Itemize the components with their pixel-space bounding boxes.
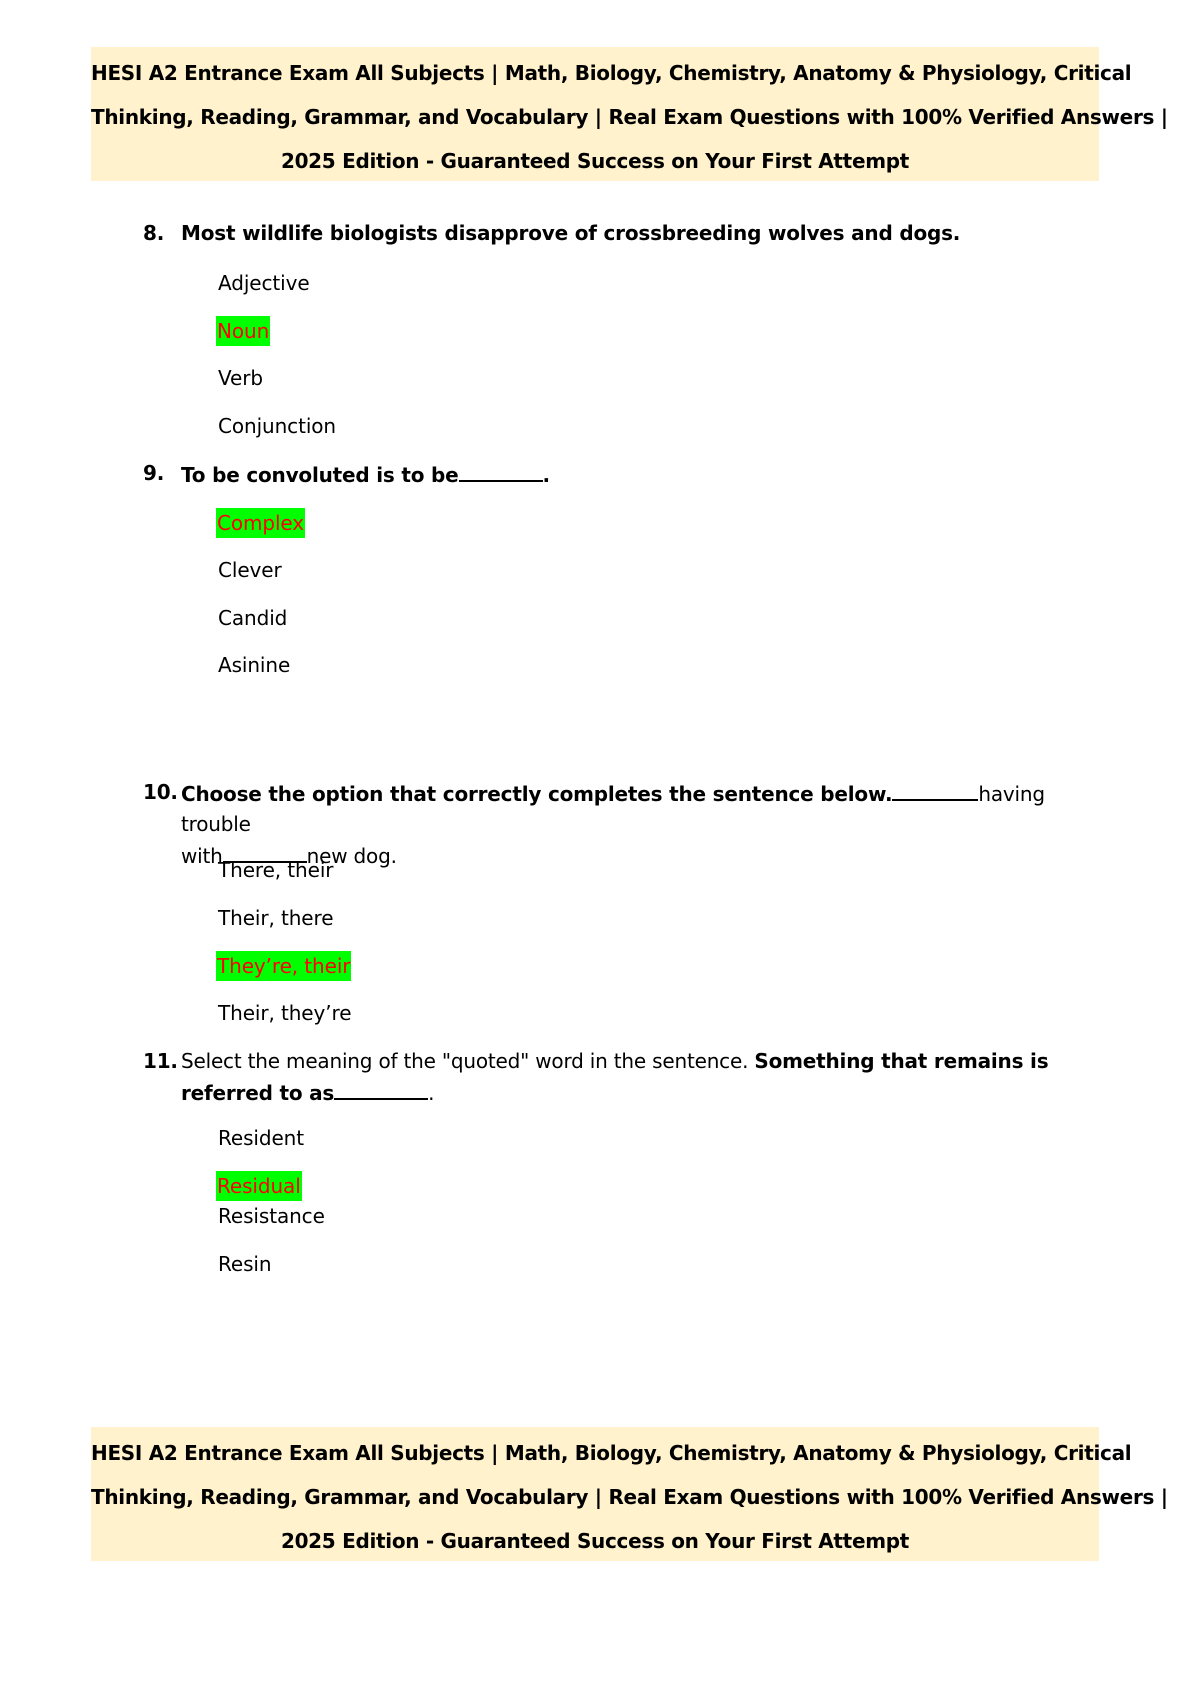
- header-line-3: 2025 Edition - Guaranteed Success on Your First Attempt: [280, 149, 910, 173]
- question-text-bold: referred to as: [181, 1081, 335, 1105]
- header-line-2: Thinking, Reading, Grammar, and Vocabulary | Real Exam Questions with 100% Verified Answers |: [91, 105, 1168, 129]
- option-11b-correct[interactable]: Residual: [216, 1171, 302, 1201]
- question-9: [143, 458, 1073, 490]
- question-text-end: new dog.: [306, 844, 397, 868]
- header-banner: [91, 47, 1168, 181]
- question-text-intro: Select the meaning of the "quoted" word in the sentence.: [181, 1049, 755, 1073]
- question-number: 8.: [143, 221, 165, 245]
- answer-blank: [334, 1076, 428, 1100]
- question-8: [143, 218, 1073, 248]
- option-9c[interactable]: Candid: [218, 606, 288, 630]
- option-10d[interactable]: Their, they’re: [218, 1001, 352, 1025]
- footer-line-3: 2025 Edition - Guaranteed Success on Your First Attempt: [280, 1529, 910, 1553]
- option-10a[interactable]: There, their: [218, 858, 334, 882]
- question-text-with: with: [181, 844, 223, 868]
- footer-line-2: Thinking, Reading, Grammar, and Vocabulary | Real Exam Questions with 100% Verified Answers |: [91, 1485, 1168, 1509]
- question-number: 10.: [143, 780, 178, 804]
- footer-line-1: HESI A2 Entrance Exam All Subjects | Math, Biology, Chemistry, Anatomy & Physiology, Critical: [91, 1441, 1132, 1465]
- header-line-1: HESI A2 Entrance Exam All Subjects | Math, Biology, Chemistry, Anatomy & Physiology, Critical: [91, 61, 1132, 85]
- option-10c-correct[interactable]: They’re, their: [216, 951, 351, 981]
- question-text-mid: having trouble: [181, 782, 1045, 836]
- question-number: 11.: [143, 1049, 178, 1073]
- question-text-bold: Choose the option that correctly completes the sentence below.: [181, 782, 893, 806]
- question-11: [143, 1046, 1073, 1108]
- option-8d[interactable]: Conjunction: [218, 414, 336, 438]
- question-text: [181, 458, 1073, 490]
- question-text-after: .: [542, 463, 550, 487]
- option-8a[interactable]: Adjective: [218, 271, 310, 295]
- question-text-bold: Something that remains is: [754, 1049, 1049, 1073]
- question-number: 9.: [143, 461, 165, 485]
- option-9b[interactable]: Clever: [218, 558, 282, 582]
- question-text-before: To be convoluted is to be: [181, 463, 459, 487]
- option-9a-correct[interactable]: Complex: [216, 508, 305, 538]
- option-8c[interactable]: Verb: [218, 366, 263, 390]
- question-text-after: .: [428, 1081, 435, 1105]
- footer-banner: [91, 1427, 1168, 1561]
- option-11a[interactable]: Resident: [218, 1126, 304, 1150]
- option-9d[interactable]: Asinine: [218, 653, 291, 677]
- option-11d[interactable]: Resin: [218, 1252, 272, 1276]
- question-text: Most wildlife biologists disapprove of crossbreeding wolves and dogs.: [181, 221, 961, 245]
- option-8b-correct[interactable]: Noun: [216, 316, 270, 346]
- option-10b[interactable]: Their, there: [218, 906, 334, 930]
- option-11c[interactable]: Resistance: [218, 1204, 325, 1228]
- answer-blank: [459, 458, 543, 482]
- question-text: [181, 1046, 1073, 1108]
- answer-blank: [892, 777, 978, 801]
